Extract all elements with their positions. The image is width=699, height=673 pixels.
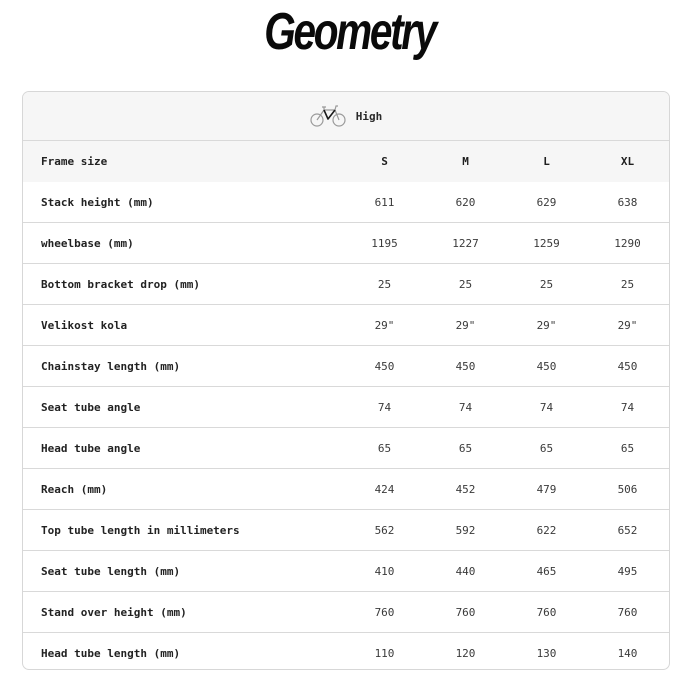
row-label: wheelbase (mm): [41, 236, 134, 250]
table-row: [23, 263, 669, 304]
row-value: 74: [620, 400, 635, 414]
row-label: Stack height (mm): [41, 195, 154, 209]
row-label: Head tube angle: [41, 441, 141, 455]
row-value: 140: [617, 646, 638, 660]
row-value: 110: [374, 646, 395, 660]
row-label: Reach (mm): [41, 482, 108, 496]
table-header: [23, 141, 669, 182]
row-value: 65: [377, 441, 392, 455]
row-value: 65: [539, 441, 554, 455]
row-value: 29": [617, 318, 638, 332]
row-label: Seat tube angle: [41, 400, 141, 414]
row-value: 452: [455, 482, 476, 496]
row-value: 562: [374, 523, 395, 537]
row-label: Seat tube length (mm): [41, 564, 181, 578]
row-value: 74: [539, 400, 554, 414]
row-value: 479: [536, 482, 557, 496]
row-value: 622: [536, 523, 557, 537]
table-row: [23, 550, 669, 591]
header-size-xl: XL: [620, 155, 635, 168]
row-value: 760: [455, 605, 476, 619]
row-label: Velikost kola: [41, 318, 128, 332]
row-value: 74: [458, 400, 473, 414]
row-value: 638: [617, 195, 638, 209]
page-title: Geometry: [264, 3, 435, 61]
row-value: 65: [620, 441, 635, 455]
row-value: 424: [374, 482, 395, 496]
row-value: 652: [617, 523, 638, 537]
header-size-s: S: [381, 155, 388, 168]
row-value: 450: [374, 359, 395, 373]
bicycle-icon: [310, 104, 346, 128]
variant-bar: [23, 92, 669, 141]
row-value: 760: [536, 605, 557, 619]
row-value: 450: [617, 359, 638, 373]
row-value: 130: [536, 646, 557, 660]
table-row: [23, 468, 669, 509]
row-value: 629: [536, 195, 557, 209]
row-value: 120: [455, 646, 476, 660]
table-row: [23, 304, 669, 345]
row-label: Top tube length in millimeters: [41, 523, 240, 537]
row-value: 29": [455, 318, 476, 332]
table-row: [23, 182, 669, 222]
table-row: [23, 509, 669, 550]
row-value: 1195: [371, 236, 398, 250]
row-value: 25: [620, 277, 635, 291]
row-label: Chainstay length (mm): [41, 359, 181, 373]
header-frame-size: Frame size: [41, 155, 108, 168]
header-size-l: L: [543, 155, 550, 168]
row-value: 1290: [614, 236, 641, 250]
row-value: 760: [617, 605, 638, 619]
row-value: 592: [455, 523, 476, 537]
row-value: 760: [374, 605, 395, 619]
table-row: [23, 222, 669, 263]
row-label: Stand over height (mm): [41, 605, 187, 619]
row-value: 74: [377, 400, 392, 414]
row-value: 25: [377, 277, 392, 291]
row-value: 1259: [533, 236, 560, 250]
row-value: 1227: [452, 236, 479, 250]
table-row: [23, 632, 669, 670]
row-value: 495: [617, 564, 638, 578]
row-value: 410: [374, 564, 395, 578]
row-value: 611: [374, 195, 395, 209]
row-label: Bottom bracket drop (mm): [41, 277, 200, 291]
row-value: 450: [455, 359, 476, 373]
table-row: [23, 345, 669, 386]
row-value: 450: [536, 359, 557, 373]
row-value: 440: [455, 564, 476, 578]
row-value: 25: [458, 277, 473, 291]
table-body: [23, 182, 669, 670]
row-value: 29": [374, 318, 395, 332]
row-value: 25: [539, 277, 554, 291]
row-value: 65: [458, 441, 473, 455]
row-value: 506: [617, 482, 638, 496]
geometry-table: [22, 91, 670, 670]
table-row: [23, 386, 669, 427]
row-label: Head tube length (mm): [41, 646, 181, 660]
table-row: [23, 591, 669, 632]
variant-label: High: [355, 110, 383, 123]
row-value: 465: [536, 564, 557, 578]
header-size-m: M: [462, 155, 469, 168]
row-value: 620: [455, 195, 476, 209]
table-row: [23, 427, 669, 468]
row-value: 29": [536, 318, 557, 332]
